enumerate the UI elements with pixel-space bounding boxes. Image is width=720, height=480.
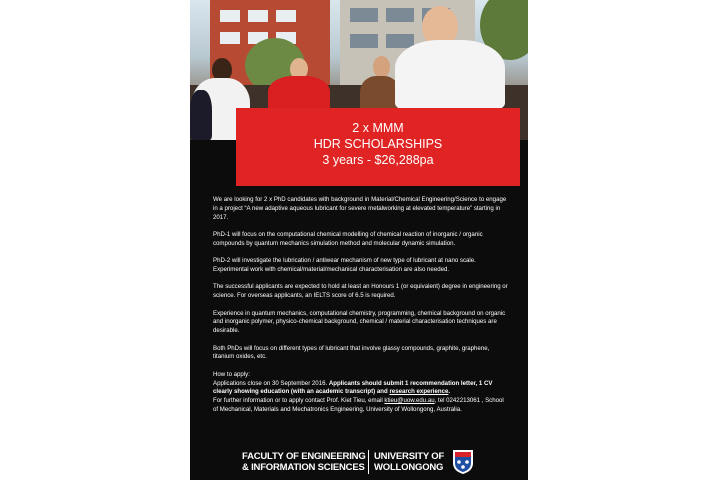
email-link[interactable]: ktieu@uow.edu.au <box>384 397 435 405</box>
how-to-apply-section <box>213 371 509 415</box>
scholarship-poster <box>190 0 528 480</box>
apply-heading: How to apply: <box>213 370 250 378</box>
banner-line-2: HDR SCHOLARSHIPS <box>313 137 443 151</box>
intro-paragraph: We are looking for 2 x PhD candidates with background in Material/Chemical Engineering/Science to engage in a project “A new adaptive aqueous lubricant for severe metalworking at elevated temperature” starting in 2017. <box>213 196 507 221</box>
close-date: Applications close on 30 September 2016. <box>213 379 328 387</box>
experience-paragraph: Experience in quantum mechanics, computational chemistry, programming, chemical background on organic and inorganic polymer, physico-chemical background, chemical / material characterisation techniques are desirable. <box>213 309 506 335</box>
research-experience-link[interactable]: research experience <box>389 388 449 396</box>
contact-prefix: For further information or to apply contact Prof. Kiet Tieu, email <box>213 397 383 405</box>
contact-details <box>213 397 509 415</box>
scholarship-banner <box>236 108 520 186</box>
phd2-paragraph: PhD-2 will investigate the lubrication / antiwear mechanism of new type of lubricant at nano scale. Experimental work with chemical/material/mechanical characterisation are also needed. <box>213 257 476 273</box>
banner-line-1: 2 x MMM <box>352 121 404 135</box>
footer-logos <box>242 448 482 476</box>
scholarship-description <box>213 196 509 415</box>
faculty-logo-text: FACULTY OF ENGINEERING & INFORMATION SCIENCES <box>242 451 366 473</box>
contact-suffix: , tel 0242213061 , School of Mechanical, Materials and Mechatronics Engineering, University of Wollongong, Australia. <box>213 397 504 413</box>
university-crest-icon <box>452 449 474 475</box>
logo-divider <box>368 450 369 474</box>
focus-paragraph: Both PhDs will focus on different types of lubricant that involve glassy compounds, graphite, graphene, titanium oxides, etc. <box>213 344 490 361</box>
requirements-paragraph: The successful applicants are expected to hold at least an Honours 1 (or equivalent) degree in engineering or science. For overseas applicants, an IELTS score of 6.5 is required. <box>213 283 508 300</box>
university-logo-text: UNIVERSITY OF WOLLONGONG <box>374 451 445 473</box>
apply-details: Applications close on 30 September 2016. Applicants should submit 1 recommendation letter, 1 CV clearly showing education (with an academic transcript) and research experience. <box>213 379 493 396</box>
submit-instructions: Applicants should submit 1 recommendation letter, 1 CV clearly showing education (with an academic transcript) and <box>213 379 493 396</box>
banner-line-3: 3 years - $26,288pa <box>322 153 434 167</box>
phd1-paragraph: PhD-1 will focus on the computational chemical modelling of chemical reaction of inorganic / organic compounds by quantum mechanics simulation method and molecular dynamic simulation. <box>213 230 483 247</box>
